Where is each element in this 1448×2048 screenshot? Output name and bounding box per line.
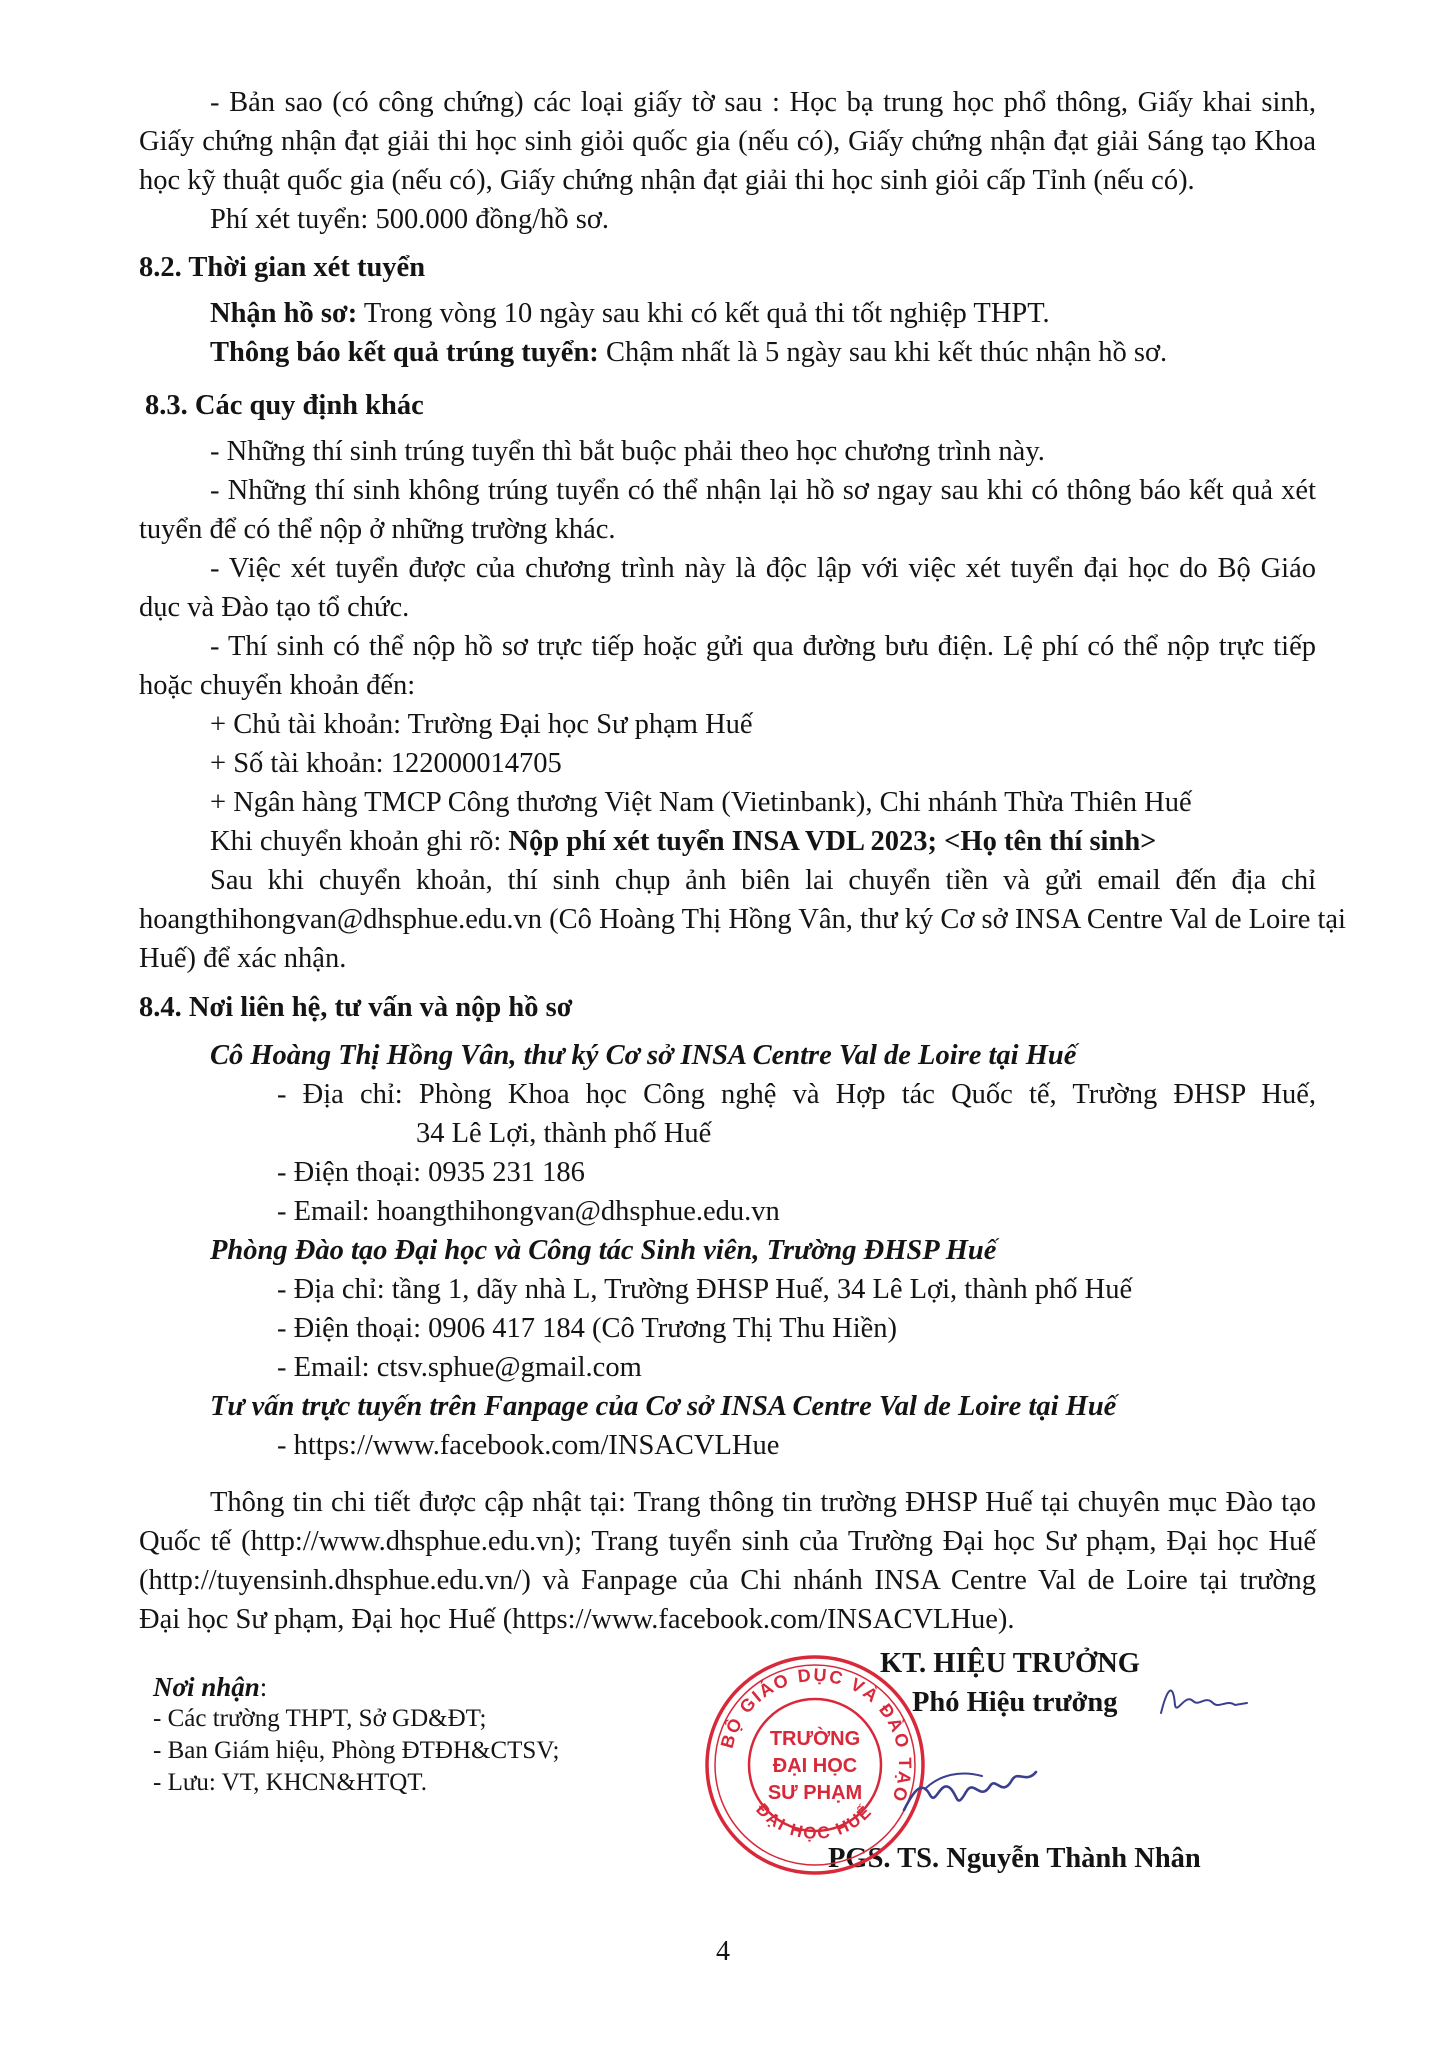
seal-center-line: ĐẠI HỌC — [772, 1755, 858, 1777]
seal-bottom-text — [752, 1800, 876, 1843]
initials-signature — [1155, 1675, 1250, 1720]
notify-text: Chậm nhất là 5 ngày sau khi kết thúc nhận hồ sơ. — [598, 337, 1168, 368]
signature-role: Phó Hiệu trưởng — [912, 1687, 1118, 1718]
contact-1-address: - Địa chỉ: Phòng Khoa học Công nghệ và Hợp tác Quốc tế, Trường ĐHSP Huế, — [277, 1079, 1316, 1110]
signature-name: PGS. TS. Nguyễn Thành Nhân — [828, 1843, 1201, 1874]
transfer-note-content: Nộp phí xét tuyển INSA VDL 2023; <Họ tên thí sinh> — [508, 826, 1157, 857]
detail-line: Thông tin chi tiết được cập nhật tại: Trang thông tin trường ĐHSP Huế tại chuyên mục Đào tạo — [210, 1487, 1316, 1518]
intro-line: Giấy chứng nhận đạt giải thi học sinh giỏi quốc gia (nếu có), Giấy chứng nhận đạt giải Sáng tạo Khoa — [139, 126, 1316, 157]
recipients-title-text: Nơi nhận — [153, 1672, 260, 1702]
intro-line: học kỹ thuật quốc gia (nếu có), Giấy chứng nhận đạt giải thi học sinh giỏi cấp Tỉnh (nếu có). — [139, 165, 1195, 196]
after-transfer-line: Huế) để xác nhận. — [139, 943, 347, 974]
rule-line: dục và Đào tạo tổ chức. — [139, 592, 410, 623]
seal-bottom-text-path: ĐẠI HỌC HUẾ — [752, 1799, 877, 1844]
fanpage-link[interactable]: - https://www.facebook.com/INSACVLHue — [277, 1430, 780, 1461]
recipient-item: - Ban Giám hiệu, Phòng ĐTĐH&CTSV; — [153, 1737, 560, 1764]
rule-line: - Những thí sinh không trúng tuyển có thể nhận lại hồ sơ ngay sau khi có thông báo kết quả xét — [210, 475, 1316, 506]
section-heading-8-2: 8.2. Thời gian xét tuyển — [139, 252, 426, 283]
receive-text: Trong vòng 10 ngày sau khi có kết quả thi tốt nghiệp THPT. — [357, 298, 1050, 329]
contact-2-address: - Địa chỉ: tầng 1, dãy nhà L, Trường ĐHSP Huế, 34 Lê Lợi, thành phố Huế — [277, 1274, 1133, 1305]
contact-2-name: Phòng Đào tạo Đại học và Công tác Sinh viên, Trường ĐHSP Huế — [210, 1235, 997, 1266]
intro-line: - Bản sao (có công chứng) các loại giấy tờ sau : Học bạ trung học phổ thông, Giấy khai sinh, — [210, 87, 1316, 118]
notify-label: Thông báo kết quả trúng tuyển: — [210, 337, 599, 368]
section-heading-8-3: 8.3. Các quy định khác — [145, 390, 424, 421]
rule-line: - Thí sinh có thể nộp hồ sơ trực tiếp hoặc gửi qua đường bưu điện. Lệ phí có thể nộp trực tiếp — [210, 631, 1316, 662]
contact-1-address-cont: 34 Lê Lợi, thành phố Huế — [416, 1118, 712, 1149]
section-heading-8-4: 8.4. Nơi liên hệ, tư vấn và nộp hồ sơ — [139, 992, 573, 1023]
receive-label: Nhận hồ sơ: — [210, 298, 358, 329]
after-transfer-line: hoangthihongvan@dhsphue.edu.vn (Cô Hoàng Thị Hồng Vân, thư ký Cơ sở INSA Centre Val de Loire tại — [139, 904, 1346, 935]
contact-1-phone: - Điện thoại: 0935 231 186 — [277, 1157, 585, 1188]
recipients-title — [153, 1668, 267, 1706]
contact-1-email[interactable]: - Email: hoangthihongvan@dhsphue.edu.vn — [277, 1196, 780, 1227]
contact-2-phone: - Điện thoại: 0906 417 184 (Cô Trương Thị Thu Hiền) — [277, 1313, 898, 1344]
transfer-note — [210, 823, 1156, 861]
detail-line: (http://tuyensinh.dhsphue.edu.vn/) và Fanpage của Chi nhánh INSA Centre Val de Loire tại trường — [139, 1565, 1316, 1596]
page-number: 4 — [716, 1936, 730, 1967]
rule-line: tuyển để có thể nộp ở những trường khác. — [139, 514, 616, 545]
detail-line: Đại học Sư phạm, Đại học Huế (https://www.facebook.com/INSACVLHue). — [139, 1604, 1015, 1635]
bank-name: + Ngân hàng TMCP Công thương Việt Nam (Vietinbank), Chi nhánh Thừa Thiên Huế — [210, 787, 1192, 818]
receive-line — [210, 295, 1050, 333]
seal-ring-text-path: BỘ GIÁO DỤC VÀ ĐÀO TẠO — [716, 1664, 916, 1806]
signature-on-behalf: KT. HIỆU TRƯỞNG — [880, 1648, 1140, 1679]
contact-2-email[interactable]: - Email: ctsv.sphue@gmail.com — [277, 1352, 642, 1383]
after-transfer-line: Sau khi chuyển khoản, thí sinh chụp ảnh biên lai chuyển tiền và gửi email đến địa chỉ — [210, 865, 1316, 896]
seal-center-line: SƯ PHẠM — [767, 1782, 863, 1804]
fee-line: Phí xét tuyển: 500.000 đồng/hồ sơ. — [210, 204, 610, 235]
contact-3-name: Tư vấn trực tuyến trên Fanpage của Cơ sở INSA Centre Val de Loire tại Huế — [210, 1391, 1117, 1422]
contact-1-name: Cô Hoàng Thị Hồng Vân, thư ký Cơ sở INSA Centre Val de Loire tại Huế — [210, 1040, 1077, 1071]
seal-center-line: TRƯỜNG — [769, 1728, 861, 1750]
account-number: + Số tài khoản: 122000014705 — [210, 748, 562, 779]
detail-line: Quốc tế (http://www.dhsphue.edu.vn); Trang tuyển sinh của Trường Đại học Sư phạm, Đại học Huế — [139, 1526, 1316, 1557]
notify-line — [210, 334, 1167, 372]
rule-line: - Việc xét tuyển được của chương trình này là độc lập với việc xét tuyển đại học do Bộ Giáo — [210, 553, 1316, 584]
account-owner: + Chủ tài khoản: Trường Đại học Sư phạm Huế — [210, 709, 753, 740]
recipients-colon: : — [259, 1672, 268, 1702]
rule-line: hoặc chuyển khoản đến: — [139, 670, 416, 701]
recipient-item: - Lưu: VT, KHCN&HTQT. — [153, 1769, 427, 1796]
recipient-item: - Các trường THPT, Sở GD&ĐT; — [153, 1705, 487, 1732]
official-seal — [700, 1650, 930, 1880]
handwritten-signature — [900, 1740, 1040, 1830]
transfer-note-prefix: Khi chuyển khoản ghi rõ: — [210, 826, 509, 857]
rule-line: - Những thí sinh trúng tuyển thì bắt buộc phải theo học chương trình này. — [210, 436, 1045, 467]
